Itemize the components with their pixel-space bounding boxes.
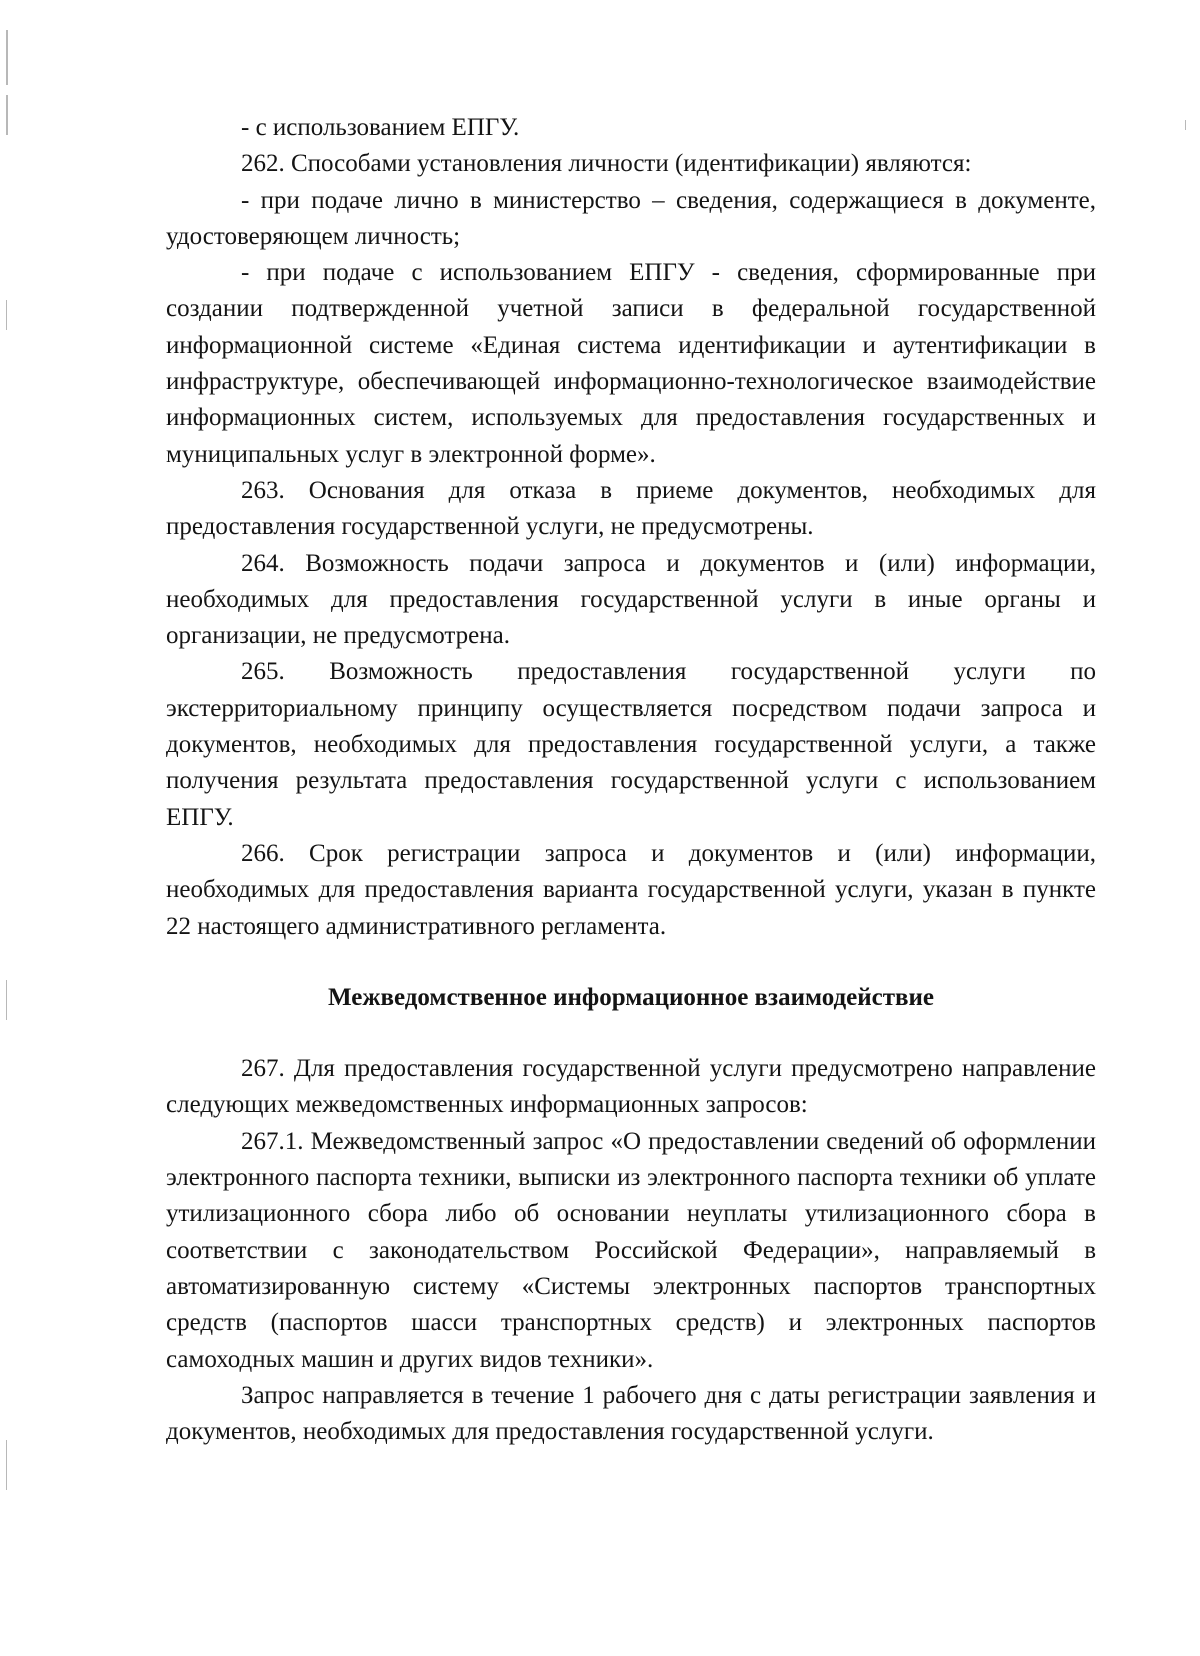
scan-edge-mark	[6, 980, 7, 1020]
paragraph: 267.1. Межведомственный запрос «О предоставлении сведений об оформлении электронного паспорта техники, выписки из электронного паспорта техники об уплате утилизационного сбора либо об основании неуплаты утилизационного сбора в соответствии с законодательством Российской Федерации», направляемый в автоматизированную систему «Системы электронных паспортов транспортных средств (паспортов шасси транспортных средств) и электронных паспортов самоходных машин и других видов техники».	[166, 1127, 1096, 1373]
scan-edge-mark	[6, 1440, 7, 1490]
scan-edge-mark	[1185, 120, 1186, 130]
paragraph: 264. Возможность подачи запроса и документов и (или) информации, необходимых для предоставления государственной услуги в иные органы и организации, не предусмотрена.	[166, 549, 1096, 650]
paragraph: 263. Основания для отказа в приеме документов, необходимых для предоставления государственной услуги, не предусмотрены.	[166, 476, 1096, 541]
paragraph: - при подаче с использованием ЕПГУ - сведения, сформированные при создании подтвержденной учетной записи в федеральной государственной информационной системе «Единая система идентификации и аутентификации в инфраструктуре, обеспечивающей информационно-технологическое взаимодействие информационных систем, используемых для предоставления государственных и муниципальных услуг в электронной форме».	[166, 259, 1096, 468]
paragraph: Запрос направляется в течение 1 рабочего дня с даты регистрации заявления и документов, необходимых для предоставления государственной услуги.	[166, 1381, 1096, 1446]
scan-edge-mark	[6, 300, 7, 330]
paragraph: 262. Способами установления личности (идентификации) являются:	[241, 150, 972, 178]
scan-edge-mark	[6, 95, 8, 135]
paragraph: - при подаче лично в министерство – сведения, содержащиеся в документе, удостоверяющем личность;	[166, 186, 1096, 250]
document-body	[166, 110, 1096, 1450]
paragraph: 267. Для предоставления государственной услуги предусмотрено направление следующих межведомственных информационных запросов:	[166, 1055, 1096, 1119]
paragraph: 266. Срок регистрации запроса и документов и (или) информации, необходимых для предоставления варианта государственной услуги, указан в пункте 22 настоящего административного регламента.	[166, 839, 1096, 940]
paragraph: 265. Возможность предоставления государственной услуги по экстерриториальному принципу осуществляется посредством подачи запроса и документов, необходимых для предоставления государственной услуги, а также получения результата предоставления государственной услуги с использованием ЕПГУ.	[166, 658, 1096, 831]
paragraph: - с использованием ЕПГУ.	[241, 114, 520, 141]
scan-edge-mark	[6, 30, 8, 85]
section-heading: Межведомственное информационное взаимодействие	[328, 983, 934, 1011]
